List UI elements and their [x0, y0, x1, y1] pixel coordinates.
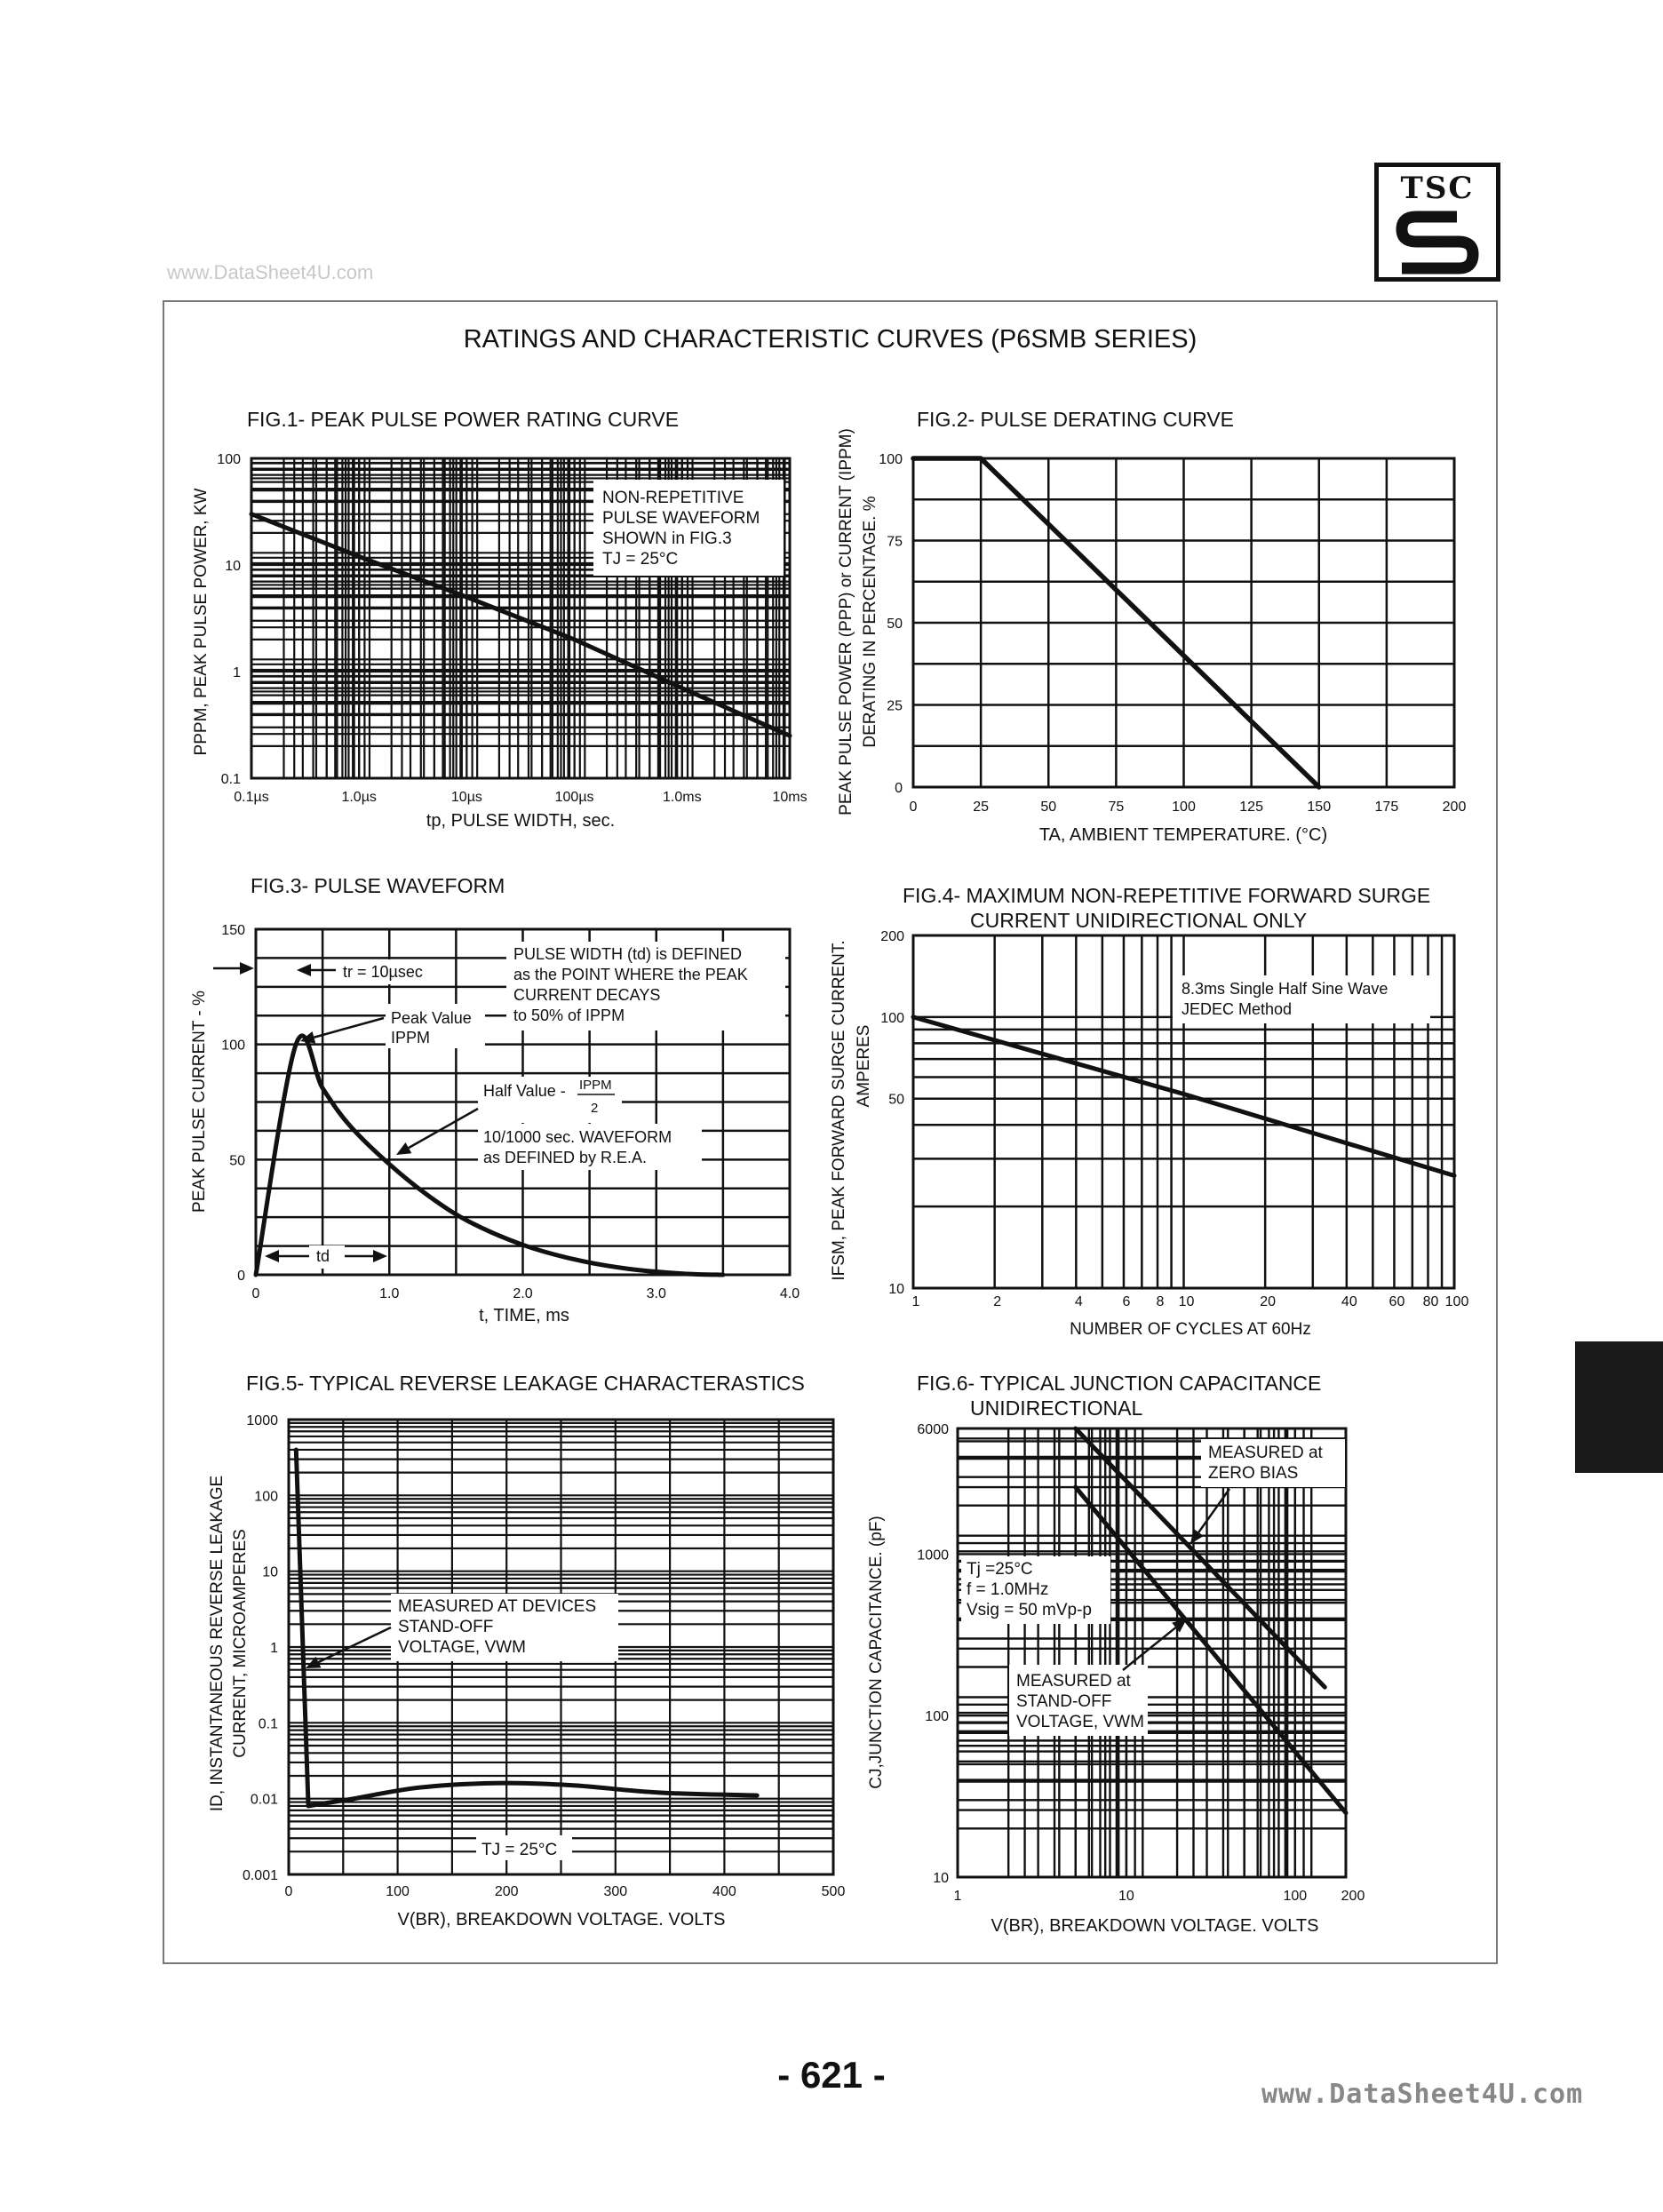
- watermark-top: www.DataSheet4U.com: [167, 261, 374, 283]
- fig2-ytick-label: 100: [879, 452, 903, 467]
- fig1-xtick-label: 100µs: [554, 790, 594, 805]
- fig4-xtick-label: 8: [1156, 1294, 1165, 1309]
- fig3-td-label: td: [316, 1247, 330, 1265]
- fig4-xlabel: NUMBER OF CYCLES AT 60Hz: [1070, 1320, 1311, 1339]
- fig5-annotation-text: VOLTAGE, VWM: [398, 1638, 526, 1657]
- fig2-xtick-label: 50: [1040, 800, 1057, 815]
- fig3-half-den: 2: [591, 1101, 599, 1116]
- fig5-ytick-label: 1: [270, 1641, 278, 1656]
- fig6-ytick-label: 6000: [917, 1422, 949, 1437]
- fig4-xtick-label: 60: [1388, 1294, 1405, 1309]
- fig6-cond-text: f = 1.0MHz: [967, 1580, 1049, 1599]
- fig2-xtick-label: 125: [1239, 800, 1263, 815]
- fig4-xtick-label: 20: [1260, 1294, 1277, 1309]
- fig5-xlabel: V(BR), BREAKDOWN VOLTAGE. VOLTS: [397, 1910, 726, 1930]
- fig3-ytick-label: 0: [237, 1269, 245, 1284]
- fig2-title: FIG.2- PULSE DERATING CURVE: [917, 408, 1234, 431]
- fig6-xtick-label: 200: [1341, 1889, 1365, 1904]
- fig4-xtick-label: 1: [911, 1294, 920, 1309]
- fig2-xtick-label: 150: [1307, 800, 1332, 815]
- fig6-ytick-label: 100: [925, 1709, 949, 1725]
- watermark-bottom: www.DataSheet4U.com: [1261, 2079, 1584, 2110]
- fig6-title-line1: FIG.6- TYPICAL JUNCTION CAPACITANCE: [917, 1372, 1322, 1395]
- fig1-xtick-label: 1.0µs: [341, 790, 377, 805]
- fig4-ytick-label: 100: [880, 1010, 904, 1026]
- fig5-chart: [208, 1413, 845, 1930]
- fig2-grid: [913, 458, 1454, 787]
- fig4-ylabel-line1: IFSM, PEAK FORWARD SURGE CURRENT.: [830, 940, 848, 1281]
- fig4-xtick-label: 10: [1178, 1294, 1195, 1309]
- fig4-xtick-label: 80: [1422, 1294, 1439, 1309]
- fig1-ytick-label: 10: [225, 559, 241, 574]
- fig3-chart: [190, 923, 800, 1325]
- fig2-chart: [837, 428, 1466, 845]
- fig3-half-num: IPPM: [579, 1078, 612, 1093]
- fig1-xtick-label: 0.1µs: [234, 790, 269, 805]
- fig2-ytick-label: 25: [887, 698, 903, 714]
- fig3-tr-arrow-left: [213, 962, 254, 975]
- fig6-ylabel: CJ,JUNCTION CAPACITANCE. (pF): [867, 1516, 886, 1789]
- fig4-xtick-label: 40: [1341, 1294, 1357, 1309]
- fig4-chart: [830, 929, 1468, 1339]
- fig4-ytick-label: 200: [880, 929, 904, 944]
- fig2-ytick-label: 50: [887, 617, 903, 632]
- fig2-ytick-label: 0: [895, 781, 903, 796]
- fig2-ylabel-line2: DERATING IN PERCENTAGE. %: [861, 496, 879, 748]
- fig5-xtick-label: 200: [494, 1884, 519, 1899]
- fig5-annotation-text: MEASURED AT DEVICES: [398, 1597, 597, 1616]
- fig3-xtick-label: 2.0: [513, 1286, 533, 1301]
- fig1-title: FIG.1- PEAK PULSE POWER RATING CURVE: [247, 408, 680, 431]
- fig3-title: FIG.3- PULSE WAVEFORM: [251, 874, 505, 897]
- fig5-series-line: [354, 1783, 758, 1799]
- fig5-ylabel-line2: CURRENT, MICROAMPERES: [231, 1529, 250, 1758]
- fig5-ylabel-line1: ID, INSTANTANEOUS REVERSE LEAKAGE: [208, 1475, 227, 1812]
- fig1-xtick-label: 10ms: [772, 790, 808, 805]
- fig3-peak-text: Peak Value: [391, 1009, 472, 1027]
- fig2-xtick-label: 25: [973, 800, 990, 815]
- fig5-ytick-label: 0.1: [258, 1716, 278, 1732]
- fig3-ytick-label: 100: [221, 1038, 245, 1054]
- fig4-ylabel-line2: AMPERES: [855, 1024, 873, 1108]
- fig1-xlabel: tp, PULSE WIDTH, sec.: [426, 811, 616, 831]
- fig3-ylabel: PEAK PULSE CURRENT - %: [190, 991, 209, 1213]
- fig5-ytick-label: 100: [254, 1489, 278, 1505]
- fig1-chart: [192, 452, 808, 831]
- fig4-annotation-text: 8.3ms Single Half Sine Wave: [1182, 980, 1388, 998]
- fig6-ytick-label: 10: [933, 1871, 949, 1886]
- fig6-standoff-text: VOLTAGE, VWM: [1016, 1713, 1144, 1731]
- fig1-annotation-text: PULSE WAVEFORM: [602, 509, 760, 528]
- fig2-xtick-label: 175: [1374, 800, 1399, 815]
- fig3-td-arrow-right: [345, 1250, 387, 1262]
- fig3-tr-arrow-right: [297, 964, 336, 976]
- fig4-ytick-label: 10: [888, 1282, 904, 1297]
- fig2-xtick-label: 75: [1108, 800, 1125, 815]
- fig5-ytick-label: 10: [262, 1564, 278, 1580]
- fig3-waveform-text: as DEFINED by R.E.A.: [483, 1149, 648, 1166]
- fig5-xtick-label: 300: [603, 1884, 628, 1899]
- fig4-xtick-label: 4: [1074, 1294, 1083, 1309]
- fig3-xtick-label: 3.0: [646, 1286, 666, 1301]
- fig5-ytick-label: 0.01: [250, 1792, 278, 1808]
- fig5-xtick-label: 500: [821, 1884, 846, 1899]
- fig4-xtick-label: 2: [993, 1294, 1002, 1309]
- fig3-half-text: Half Value -: [483, 1082, 566, 1100]
- fig3-xtick-label: 0: [251, 1286, 260, 1301]
- fig1-ytick-label: 100: [217, 452, 241, 467]
- logo-text: TSC: [1400, 171, 1475, 206]
- fig6-cond-text: Tj =25°C: [967, 1560, 1033, 1579]
- fig5-tj-label: TJ = 25°C: [481, 1841, 558, 1859]
- fig3-tr-label: tr = 10µsec: [343, 963, 423, 981]
- fig3-td-arrow-left: [265, 1250, 309, 1262]
- fig6-xtick-label: 1: [953, 1889, 962, 1904]
- fig5-xtick-label: 0: [284, 1884, 293, 1899]
- fig3-ytick-label: 50: [229, 1153, 245, 1169]
- fig5-xtick-label: 400: [712, 1884, 736, 1899]
- fig2-ylabel-line1: PEAK PULSE POWER (PPP) or CURRENT (IPPM): [837, 428, 855, 816]
- fig6-xlabel: V(BR), BREAKDOWN VOLTAGE. VOLTS: [991, 1916, 1319, 1936]
- fig6-zero-text: MEASURED at: [1208, 1444, 1323, 1462]
- fig1-ytick-label: 0.1: [220, 772, 241, 787]
- fig3-pulsewidth-text: as the POINT WHERE the PEAK: [513, 966, 748, 983]
- fig6-ytick-label: 1000: [917, 1548, 949, 1564]
- fig3-xtick-label: 4.0: [779, 1286, 800, 1301]
- fig6-standoff-text: STAND-OFF: [1016, 1692, 1112, 1711]
- fig1-ylabel: PPPM, PEAK PULSE POWER, KW: [192, 488, 211, 756]
- fig4-title-line2: CURRENT UNIDIRECTIONAL ONLY: [970, 909, 1308, 932]
- fig4-annotation-text: JEDEC Method: [1182, 1000, 1293, 1018]
- fig4-title-line1: FIG.4- MAXIMUM NON-REPETITIVE FORWARD SURGE: [903, 884, 1431, 907]
- fig2-xtick-label: 100: [1172, 800, 1196, 815]
- fig3-pulsewidth-text: PULSE WIDTH (td) is DEFINED: [513, 945, 743, 963]
- fig2-xlabel: TA, AMBIENT TEMPERATURE. (°C): [1038, 825, 1328, 845]
- fig6-xtick-label: 100: [1283, 1889, 1308, 1904]
- fig3-ytick-label: 150: [221, 923, 245, 938]
- fig3-pulsewidth-text: to 50% of IPPM: [513, 1007, 625, 1024]
- fig1-xtick-label: 1.0ms: [663, 790, 702, 805]
- fig6-standoff-text: MEASURED at: [1016, 1672, 1131, 1691]
- fig6-cond-text: Vsig = 50 mVp-p: [967, 1601, 1092, 1619]
- fig2-xtick-label: 0: [909, 800, 918, 815]
- fig6-title-line2: UNIDIRECTIONAL: [970, 1396, 1143, 1420]
- fig5-ytick-label: 1000: [246, 1413, 278, 1428]
- fig2-xtick-label: 200: [1442, 800, 1467, 815]
- section-tab: [1575, 1341, 1663, 1473]
- fig4-xtick-label: 6: [1122, 1294, 1131, 1309]
- fig4-xtick-label: 100: [1444, 1294, 1469, 1309]
- fig6-xtick-label: 10: [1118, 1889, 1134, 1904]
- page-number: - 621 -: [777, 2054, 886, 2096]
- fig1-annotation-text: NON-REPETITIVE: [602, 489, 744, 507]
- fig5-xtick-label: 100: [386, 1884, 410, 1899]
- fig6-grid: [958, 1428, 1346, 1877]
- fig1-ytick-label: 1: [233, 665, 241, 680]
- fig5-ytick-label: 0.001: [242, 1868, 278, 1883]
- fig5-annotation-text: STAND-OFF: [398, 1618, 494, 1636]
- fig3-xtick-label: 1.0: [379, 1286, 400, 1301]
- fig3-pulsewidth-text: CURRENT DECAYS: [513, 986, 661, 1004]
- fig3-peak-text: IPPM: [391, 1029, 431, 1046]
- fig2-ytick-label: 75: [887, 534, 903, 550]
- fig1-annotation-text: SHOWN in FIG.3: [602, 529, 732, 548]
- fig5-title: FIG.5- TYPICAL REVERSE LEAKAGE CHARACTERASTICS: [246, 1372, 805, 1395]
- fig3-waveform-text: 10/1000 sec. WAVEFORM: [483, 1128, 672, 1146]
- page-title: RATINGS AND CHARACTERISTIC CURVES (P6SMB SERIES): [463, 325, 1198, 354]
- fig1-annotation-text: TJ = 25°C: [602, 550, 679, 569]
- fig6-zero-text: ZERO BIAS: [1208, 1464, 1299, 1483]
- fig1-xtick-label: 10µs: [450, 790, 482, 805]
- fig6-chart: [867, 1422, 1365, 1936]
- fig4-ytick-label: 50: [888, 1092, 904, 1108]
- fig3-xlabel: t, TIME, ms: [479, 1306, 569, 1325]
- fig3-peak-arrow: [300, 1018, 384, 1043]
